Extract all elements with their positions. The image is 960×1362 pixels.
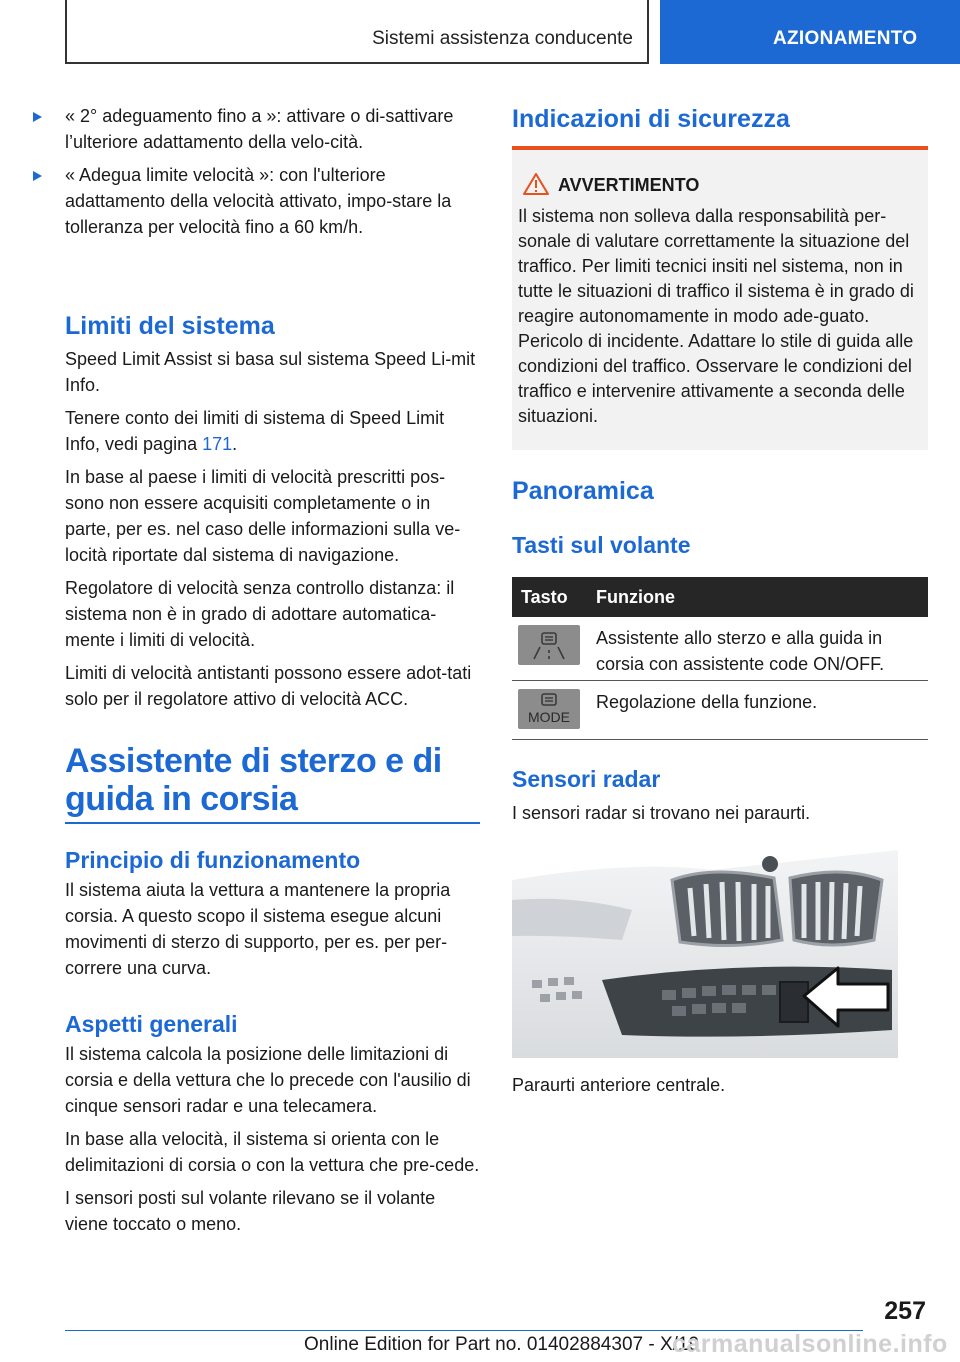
limits-section (65, 310, 480, 719)
overview-heading: Panoramica (512, 477, 654, 505)
limits-paragraph: Regolatore di velocità senza controllo distanza: il sistema non è in grado di adottare automatica-mente i limiti di velocità. (65, 578, 455, 650)
principle-heading: Principio di funzionamento (65, 847, 361, 873)
page-link[interactable]: 171 (202, 434, 233, 454)
limits-paragraph-text: Tenere conto dei limiti di sistema di Speed Limit Info, vedi pagina (65, 408, 445, 454)
list-item (5, 103, 485, 155)
limits-paragraph: Limiti di velocità antistanti possono essere adot-tati solo per il regolatore attivo di velocità ACC. (65, 663, 472, 709)
left-column (65, 103, 485, 247)
principle-section (65, 845, 480, 988)
mode-key-label: MODE (528, 709, 570, 725)
general-section (65, 1009, 480, 1244)
header-chapter-title: AZIONAMENTO (773, 28, 918, 49)
main-heading-rule (65, 822, 480, 824)
radar-paragraph: I sensori radar si trovano nei paraurti. (512, 803, 811, 823)
page-number: 257 (884, 1297, 926, 1325)
watermark: carmanualsonline.info (672, 1330, 948, 1358)
buttons-heading: Tasti sul volante (512, 532, 691, 558)
limits-paragraph-end: . (232, 434, 238, 454)
table-cell-function: Regolazione della funzione. (596, 692, 818, 712)
triangle-bullet-icon (33, 112, 42, 122)
header-chapter-tab (660, 0, 960, 64)
warning-text: Il sistema non solleva dalla responsabilità per-sonale di valutare correttamente la situazione del traffico. Per limiti tecnici insiti nel sistema, non in tutte le situazioni di traffico il sistema è in grado di reagire autonomamente in modo ade-guato. Pericolo di incidente. Adattare lo stile di guida alle condizioni del traffico. Osservare le condizioni del traffico e intervenire attivamente a seconda delle situazioni. (518, 206, 914, 426)
list-item-text: « Adegua limite velocità »: con l'ulteriore adattamento della velocità attivato, impo-stare la tolleranza per velocità fino a 60 km/h. (65, 165, 452, 237)
front-bumper-photo (512, 840, 898, 1058)
column-header-key: Tasto (521, 586, 568, 607)
header-section-title: Sistemi assistenza conducente (372, 28, 633, 49)
table-header (512, 577, 928, 617)
table-cell-key (512, 617, 596, 680)
table-cell-key (512, 681, 596, 739)
header-section-box (65, 0, 649, 64)
main-section (65, 742, 480, 824)
general-paragraph: In base alla velocità, il sistema si orienta con le delimitazioni di corsia o con la vettura che pre-cede. (65, 1129, 480, 1175)
list-item (5, 162, 475, 240)
buttons-table (512, 577, 928, 740)
general-paragraph: I sensori posti sul volante rilevano se il volante viene toccato o meno. (65, 1188, 436, 1234)
general-heading: Aspetti generali (65, 1011, 238, 1037)
edition-text: Online Edition for Part no. 01402884307 - X/19 (304, 1334, 700, 1355)
warning-box (512, 146, 928, 450)
main-heading-line: Assistente di sterzo e di (65, 742, 442, 780)
list-item-text: « 2° adeguamento fino a »: attivare o di-sattivare l’ulteriore adattamento della velo-cità. (65, 106, 454, 152)
table-row (512, 617, 928, 681)
triangle-bullet-icon (33, 171, 42, 181)
photo-caption: Paraurti anteriore centrale. (512, 1075, 726, 1095)
lane-assist-icon (518, 625, 580, 665)
main-heading (65, 742, 480, 818)
limits-paragraph: Speed Limit Assist si basa sul sistema Speed Li-mit Info. (65, 349, 476, 395)
general-paragraph: Il sistema calcola la posizione delle limitazioni di corsia e della vettura che lo precede con l'ausilio di cinque sensori radar e una telecamera. (65, 1044, 471, 1116)
main-heading-line: guida in corsia (65, 780, 298, 818)
radar-heading: Sensori radar (512, 766, 661, 792)
limits-paragraph (65, 405, 480, 457)
table-cell-function: Assistente allo sterzo e alla guida in corsia con assistente code ON/OFF. (596, 628, 885, 674)
limits-paragraph: In base al paese i limiti di velocità prescritti pos-sono non essere acquisiti completamente o in parte, per es. nel caso delle informazioni sulla ve-locità riportate dal sistema di navigazione. (65, 467, 461, 565)
warning-title: AVVERTIMENTO (558, 175, 700, 195)
principle-paragraph: Il sistema aiuta la vettura a mantenere la propria corsia. A questo scopo il sistema esegue alcuni movimenti di sterzo di supporto, per es. per per-correre una curva. (65, 880, 451, 978)
safety-heading: Indicazioni di sicurezza (512, 105, 790, 133)
mode-icon (518, 689, 580, 729)
limits-heading: Limiti del sistema (65, 312, 275, 340)
warning-triangle-icon (522, 172, 550, 196)
table-row (512, 681, 928, 740)
column-header-function: Funzione (596, 586, 675, 607)
